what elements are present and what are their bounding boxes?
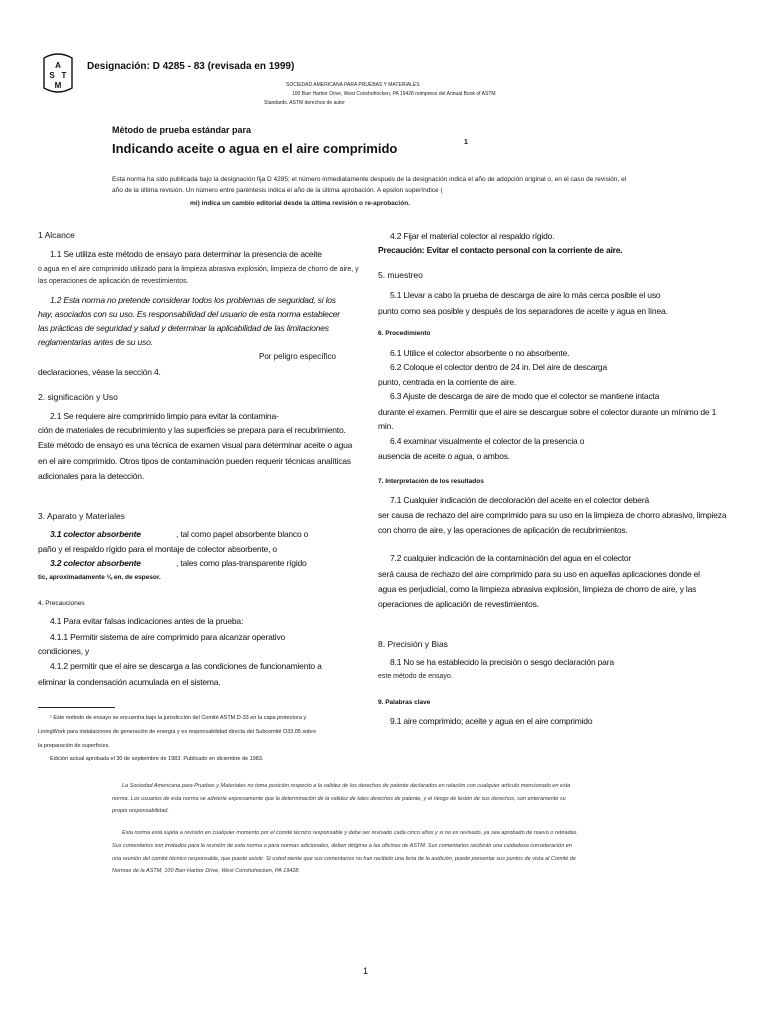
intro-line-3: mi) indica un cambio editorial desde la última revisión o re-aprobación.	[190, 200, 410, 207]
para-8-1-line-1: 8.1 No se ha establecido la precisión o sesgo declaración para	[390, 657, 614, 667]
section-8-heading: 8. Precisión y Bias	[378, 639, 448, 649]
intro-line-1: Esta norma ha sido publicada bajo la designación fija D 4285; el número inmediatamente después de la designación indica el año de adopción original o, en el caso de revisión, el	[112, 176, 627, 183]
para-2-1-line-3: Este método de ensayo es una técnica de examen visual para determinar aceite o agua	[38, 440, 353, 450]
para-7-2-line-1: 7.2 cualquier indicación de la contaminación del agua en el colector	[390, 553, 632, 563]
title-footnote-ref: 1	[464, 139, 468, 146]
revision-note-line-2: Sus comentarios son invitados para la revisión de esta norma o para normas adicionales, deben dirigirse a las oficinas de ASTM. Sus comentarios recibirán una cuidadosa consideración en	[112, 843, 572, 849]
para-3-2-line-1: , tales como plas-transparente rígido	[176, 558, 307, 568]
revision-note-line-1: Esta norma está sujeta a revisión en cualquier momento por el comité técnico responsable y debe ser revisado cada cinco años y si no es revisado, ya sea aprobado de nuevo o retiradas.	[122, 830, 578, 836]
para-2-1-line-2: ción de materiales de recubrimiento y las superficies se prepara para el recubrimiento.	[38, 425, 346, 435]
footnote-1-line-3: la preparación de superficies.	[38, 743, 110, 749]
para-4-1: 4.1 Para evitar falsas indicaciones antes de la prueba:	[50, 616, 244, 626]
section-6-heading: 6. Procedimiento	[378, 330, 431, 337]
para-3-2-term: 3.2 colector absorbente	[50, 558, 141, 568]
para-4-1-1-line-2: condiciones, y	[38, 646, 90, 656]
society-address: 100 Barr Harbor Drive, West Conshohocken, PA 19428 reimpreso del Annual Book of ASTM	[292, 91, 496, 97]
patent-note-line-3: propia responsabilidad.	[112, 808, 169, 814]
section-9-heading: 9. Palabras clave	[378, 699, 431, 706]
para-8-1-line-2: este método de ensayo.	[378, 673, 453, 680]
para-7-2-line-2: será causa de rechazo del aire comprimido para su uso en aquellas aplicaciones donde el	[378, 569, 700, 579]
designation: Designación: D 4285 - 83 (revisada en 1999)	[87, 61, 295, 72]
para-4-2: 4.2 Fijar el material colector al respaldo rígido.	[390, 231, 555, 241]
footnote-1-line-1: ¹ Este método de ensayo se encuentra bajo la jurisdicción del Comité ASTM D-33 en la capa protectora y	[50, 715, 307, 721]
para-1-2-line-4: reglamentarias antes de su uso.	[38, 337, 153, 347]
section-4-heading: 4. Precauciones	[38, 600, 85, 607]
para-7-2-line-3: agua es perjudicial, como la limpieza abrasiva explosión, limpieza de chorro de aire, y las	[378, 584, 697, 594]
footnote-1-line-2: LiningWork para instalaciones de generación de energía y es responsabilidad directa del Subcomité D33.05 sobre	[38, 729, 317, 735]
para-9-1: 9.1 aire comprimido; aceite y agua en el aire comprimido	[390, 716, 593, 726]
para-6-4-line-2: ausencia de aceite o agua, o ambos.	[378, 451, 510, 461]
para-5-1-line-1: 5.1 Llevar a cabo la prueba de descarga de aire lo más cerca posible el uso	[390, 290, 661, 300]
section-3-heading: 3. Aparato y Materiales	[38, 511, 125, 521]
copyright-line: Standards. ASTM derechos de autor	[264, 100, 345, 106]
para-6-2-line-2: punto, centrada en la corriente de aire.	[378, 377, 517, 387]
society-name: SOCIEDAD AMERICANA PARA PRUEBAS Y MATERIALES	[286, 82, 420, 88]
revision-note-line-3: una reunión del comité técnico responsable, que puede asistir. Si usted siente que sus comentarios no han recibido una feria de la audición, puede presentar sus puntos de vista al Comité de	[112, 856, 576, 862]
svg-text:A: A	[55, 61, 61, 70]
para-7-1-line-1: 7.1 Cualquier indicación de decoloración del aceite en el colector deberá	[390, 495, 649, 505]
page-number: 1	[363, 966, 369, 976]
para-4-1-2-line-2: eliminar la condensación acumulada en el sistema.	[38, 677, 221, 687]
document-subtitle: Método de prueba estándar para	[112, 125, 252, 135]
svg-text:S: S	[49, 71, 55, 80]
revision-note-line-4: Normas de la ASTM, 100 Barr Harbor Drive, West Conshohocken, PA 19428.	[112, 868, 300, 874]
para-7-1-line-2: ser causa de rechazo del aire comprimido para su uso en la limpieza de chorro abrasivo, limpieza	[378, 510, 727, 520]
section-5-heading: 5. muestreo	[378, 270, 423, 280]
para-2-1-line-4: en el aire comprimido. Otros tipos de contaminación pueden requerir técnicas analíticas	[38, 456, 351, 466]
para-3-1-term: 3.1 colector absorbente	[50, 529, 141, 539]
para-4-1-2-line-1: 4.1.2 permitir que el aire se descarga a las condiciones de funcionamiento a	[50, 661, 322, 671]
para-2-1-line-1: 2.1 Se requiere aire comprimido limpio para evitar la contamina-	[50, 411, 279, 421]
para-3-1-line-2: paño y el respaldo rígido para el montaje de colector absorbente, o	[38, 544, 277, 554]
para-6-4-line-1: 6.4 examinar visualmente el colector de la presencia o	[390, 436, 585, 446]
para-1-2-line-2: hay, asociados con su uso. Es responsabilidad del usuario de esta norma establecer	[38, 309, 340, 319]
para-1-2-line-1: 1.2 Esta norma no pretende considerar todos los problemas de seguridad, si los	[50, 295, 336, 305]
section-2-heading: 2. significación y Uso	[38, 392, 118, 402]
footnote-2: Edición actual aprobada el 30 de septiembre de 1983. Publicado en diciembre de 1983.	[50, 756, 264, 762]
caution-note: Precaución: Evitar el contacto personal con la corriente de aire.	[378, 245, 623, 255]
patent-note-line-2: norma. Los usuarios de esta norma se advierte expresamente que la determinación de la validez de tales derechos de patente, y el riesgo de lesión de sus derechos, son enteramente su	[112, 796, 566, 802]
para-1-1-line-1: 1.1 Se utiliza este método de ensayo para determinar la presencia de aceite	[50, 249, 322, 259]
document-title: Indicando aceite o agua en el aire comprimido	[112, 141, 398, 156]
para-1-1-line-3: las operaciones de aplicación de revestimientos.	[38, 278, 189, 285]
para-6-3-line-3: min.	[378, 421, 394, 431]
para-7-1-line-3: con chorro de aire, y las operaciones de aplicación de recubrimientos.	[378, 525, 628, 535]
para-3-1-line-1: , tal como papel absorbente blanco o	[176, 529, 309, 539]
para-1-2-line-5: Por peligro específico	[259, 352, 336, 361]
footnote-divider	[38, 707, 115, 708]
para-6-1: 6.1 Utilice el colector absorbente o no absorbente.	[390, 348, 570, 358]
para-6-3-line-2: durante el examen. Permitir que el aire se descargue sobre el colector durante un mínimo de 1	[378, 407, 717, 417]
astm-logo	[40, 52, 76, 96]
section-1-heading: 1 Alcance	[38, 230, 75, 240]
svg-text:T: T	[61, 71, 67, 80]
para-7-2-line-4: operaciones de aplicación de revestimientos.	[378, 599, 539, 609]
patent-note-line-1: La Sociedad Americana para Pruebas y Materiales no toma posición respecto a la validez de los derechos de patente declarados en relación con cualquier artículo mencionado en esta	[122, 783, 571, 789]
para-4-1-1-line-1: 4.1.1 Permitir sistema de aire comprimido para alcanzar operativo	[50, 632, 286, 642]
para-6-3-line-1: 6.3 Ajuste de descarga de aire de modo que el colector se mantiene intacta	[390, 391, 660, 401]
intro-line-2: año de la última revisión. Un número entre paréntesis indica el año de la última aprobación. A epsilon superíndice (	[112, 187, 443, 194]
para-5-1-line-2: punto como sea posible y después de los separadores de aceite y agua en línea.	[378, 306, 668, 316]
para-1-2-line-3: las prácticas de seguridad y salud y determinar la aplicabilidad de las limitaciones	[38, 323, 329, 333]
para-1-1-line-2: o agua en el aire comprimido utilizado para la limpieza abrasiva explosión, limpieza de chorro de aire, y	[38, 266, 359, 273]
para-6-2-line-1: 6.2 Coloque el colector dentro de 24 in. Del aire de descarga	[390, 362, 607, 372]
para-3-2-line-2: tic, aproximadamente ⅛ en. de espesor.	[38, 574, 161, 581]
para-2-1-line-5: adicionales para la detección.	[38, 471, 144, 481]
section-7-heading: 7. Interpretación de los resultados	[378, 478, 484, 485]
para-1-2-line-6: declaraciones, véase la sección 4.	[38, 367, 161, 377]
svg-text:M: M	[54, 81, 62, 90]
